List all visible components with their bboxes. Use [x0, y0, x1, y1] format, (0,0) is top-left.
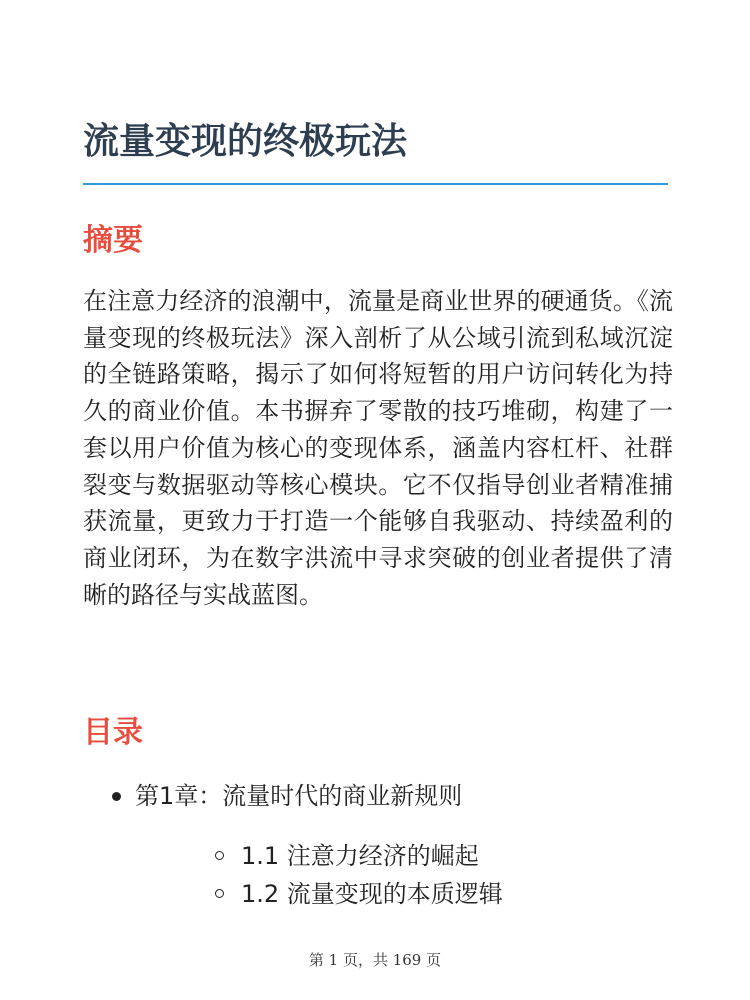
toc-section-label: 1.2 流量变现的本质逻辑 [241, 880, 503, 908]
toc-chapter-label: 第1章：流量时代的商业新规则 [135, 782, 463, 810]
bullet-circle-icon [215, 851, 224, 860]
table-of-contents [83, 778, 668, 913]
toc-section-item[interactable] [135, 837, 668, 875]
title-divider [83, 183, 668, 185]
toc-section-label: 1.1 注意力经济的崛起 [241, 842, 479, 870]
abstract-heading: 摘要 [83, 223, 143, 258]
bullet-circle-icon [215, 889, 224, 898]
toc-section-list [135, 837, 668, 913]
document-title: 流量变现的终极玩法 [83, 121, 408, 162]
abstract-text: 在注意力经济的浪潮中，流量是商业世界的硬通货。《流量变现的终极玩法》深入剖析了从公域引流到私域沉淀的全链路策略，揭示了如何将短暂的用户访问转化为持久的商业价值。本书摒弃了零散的技巧堆砌，构建了一套以用户价值为核心的变现体系，涵盖内容杠杆、社群裂变与数据驱动等核心模块。它不仅指导创业者精准捕获流量，更致力于打造一个能够自我驱动、持续盈利的商业闭环，为在数字洪流中寻求突破的创业者提供了清晰的路径与实战蓝图。 [83, 287, 673, 609]
toc-heading: 目录 [83, 715, 143, 750]
toc-section-item[interactable] [135, 875, 668, 913]
toc-chapter-item[interactable] [83, 778, 668, 913]
page-number-footer: 第 1 页，共 169 页 [308, 951, 442, 969]
bullet-disc-icon [112, 792, 121, 801]
